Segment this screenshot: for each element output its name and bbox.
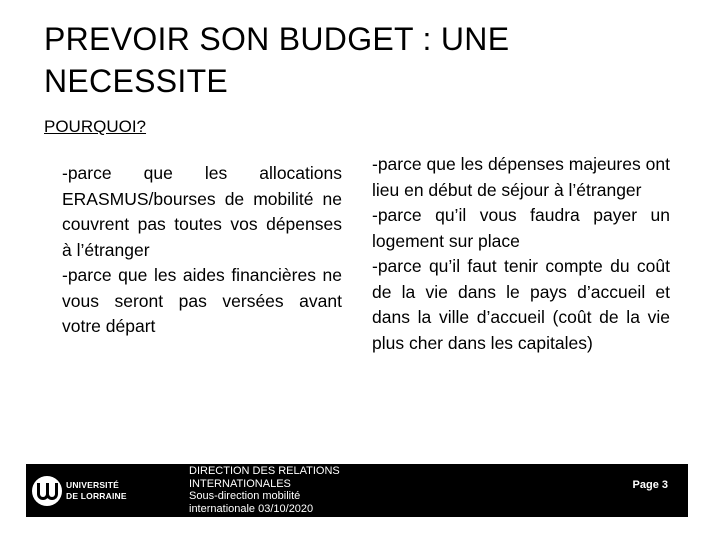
left-paragraph-2: -parce que les aides financières ne vous seront pas versées avant votre départ xyxy=(62,265,342,336)
dept-line-3: Sous-direction mobilité xyxy=(189,490,301,502)
university-logo xyxy=(32,475,132,507)
right-paragraph-1: -parce que les dépenses majeures ont lieu en début de séjour à l’étranger xyxy=(372,154,670,200)
right-paragraph-3: -parce qu’il faut tenir compte du coût de la vie dans le pays d’accueil et dans la ville d’accueil (coût de la vie plus cher dans les capitales) xyxy=(372,256,670,353)
university-logo-icon xyxy=(32,476,62,506)
page-number: Page 3 xyxy=(632,479,668,491)
footer-bar xyxy=(26,464,688,517)
logo-line-2: DE LORRAINE xyxy=(66,491,127,501)
dept-line-1: DIRECTION DES RELATIONS xyxy=(189,465,340,477)
left-paragraph-1: -parce que les allocations ERASMUS/bourses de mobilité ne couvrent pas toutes vos dépenses à l’étranger xyxy=(62,163,342,260)
left-column xyxy=(62,161,342,340)
university-logo-text xyxy=(66,480,127,502)
slide-title: PREVOIR SON BUDGET : UNE NECESSITE xyxy=(44,21,510,99)
dept-line-2: INTERNATIONALES xyxy=(189,477,291,490)
department-info xyxy=(189,465,340,515)
logo-line-1: UNIVERSITÉ xyxy=(66,480,120,490)
right-paragraph-2: -parce qu’il vous faudra payer un logement sur place xyxy=(372,205,670,251)
right-column xyxy=(372,152,670,356)
slide-subtitle: POURQUOI? xyxy=(44,117,147,136)
dept-line-4: internationale 03/10/2020 xyxy=(189,502,314,515)
